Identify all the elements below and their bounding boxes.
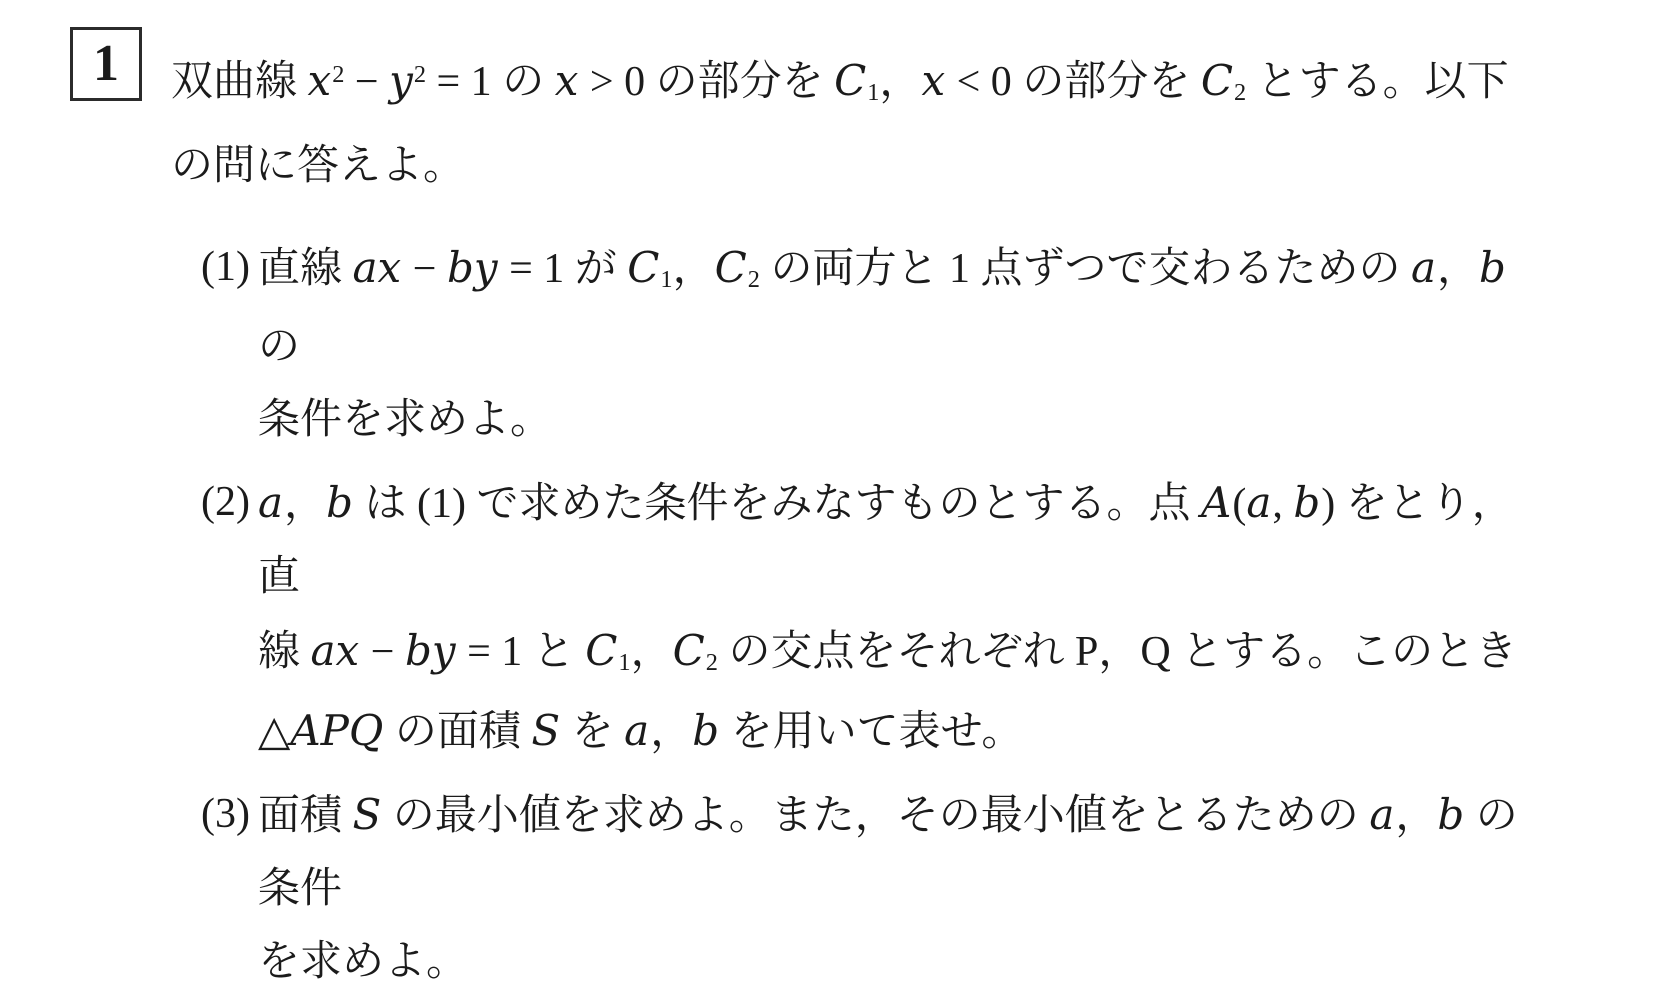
text-run: by bbox=[446, 243, 498, 292]
text-run: A bbox=[1200, 478, 1232, 527]
text-run: ， bbox=[879, 59, 922, 105]
problem-item-2 bbox=[201, 466, 1548, 769]
text-run: とする。このとき bbox=[1170, 629, 1518, 675]
item-line bbox=[258, 926, 1548, 999]
text-run: 1 bbox=[867, 79, 880, 107]
text-run: > 0 bbox=[579, 59, 646, 105]
text-run: S bbox=[352, 790, 382, 839]
text-run: x bbox=[921, 56, 946, 105]
text-run: を求めよ。 bbox=[258, 939, 469, 985]
text-run: の面積 bbox=[384, 709, 532, 755]
text-run: x bbox=[554, 56, 579, 105]
item-line bbox=[258, 231, 1548, 384]
text-run: by bbox=[404, 626, 456, 675]
text-run: − bbox=[344, 59, 390, 105]
text-run: a bbox=[1369, 790, 1395, 839]
item-line bbox=[258, 466, 1548, 614]
text-run: ， bbox=[630, 629, 673, 675]
text-run: 2 bbox=[1233, 79, 1247, 107]
text-run: P bbox=[1074, 629, 1099, 675]
text-run: の最小値を求めよ。また，その最小値をとるための bbox=[382, 793, 1370, 839]
text-run: 1 bbox=[660, 266, 673, 294]
item-marker: (1) bbox=[201, 244, 250, 290]
text-run: x bbox=[307, 56, 332, 105]
text-run: 2 bbox=[747, 266, 760, 294]
text-run: a bbox=[624, 706, 650, 755]
statement-line bbox=[171, 127, 1516, 205]
text-run: 面積 bbox=[258, 793, 353, 839]
text-run: S bbox=[531, 706, 561, 755]
text-run: 2 bbox=[705, 649, 718, 677]
text-run: ， bbox=[1098, 629, 1141, 675]
text-run: a bbox=[258, 478, 284, 527]
text-run: b bbox=[1479, 243, 1506, 292]
text-run: の交点をそれぞれ bbox=[717, 629, 1075, 675]
text-run: = 1 bbox=[498, 246, 565, 292]
text-run: 条件を求めよ。 bbox=[258, 397, 553, 443]
text-run: C bbox=[834, 56, 867, 105]
text-run: 双曲線 bbox=[171, 59, 308, 105]
text-run: が bbox=[564, 246, 628, 292]
text-run: ( bbox=[1232, 481, 1247, 527]
text-run: の部分を bbox=[1011, 59, 1201, 105]
statement-line bbox=[171, 42, 1516, 127]
item-marker: (3) bbox=[201, 791, 250, 837]
text-run: y bbox=[389, 56, 413, 105]
text-run: C bbox=[672, 626, 705, 675]
text-run: の両方と bbox=[759, 246, 949, 292]
text-run: 2 bbox=[413, 61, 426, 89]
text-run: ， bbox=[672, 246, 715, 292]
text-run: C bbox=[714, 243, 747, 292]
text-run: < 0 bbox=[946, 59, 1012, 105]
text-run: C bbox=[627, 243, 660, 292]
text-run: ax bbox=[310, 626, 360, 675]
item-line bbox=[258, 694, 1548, 769]
text-run: の部分を bbox=[645, 59, 835, 105]
text-run: = 1 bbox=[456, 629, 523, 675]
problem-items bbox=[201, 231, 1548, 1008]
text-run: の bbox=[258, 246, 1518, 370]
text-run: 1 bbox=[618, 649, 631, 677]
text-run: の bbox=[491, 59, 555, 105]
text-run: 2 bbox=[332, 61, 345, 89]
item-line bbox=[258, 614, 1548, 694]
problem-number: 1 bbox=[93, 35, 119, 92]
text-run: C bbox=[585, 626, 618, 675]
text-run: 1 bbox=[948, 246, 970, 292]
text-run: b bbox=[692, 706, 720, 755]
problem-number-box bbox=[70, 27, 142, 101]
text-run: APQ bbox=[290, 706, 384, 755]
text-run: C bbox=[1200, 56, 1233, 105]
text-run: ax bbox=[352, 243, 402, 292]
text-run: 直線 bbox=[258, 246, 353, 292]
text-run: と bbox=[522, 629, 586, 675]
item-marker: (2) bbox=[201, 479, 250, 525]
text-run: の問に答えよ。 bbox=[171, 143, 466, 189]
text-run: を用いて表せ。 bbox=[720, 709, 1024, 755]
text-run: ， bbox=[1395, 793, 1438, 839]
problem-item-1 bbox=[201, 231, 1548, 457]
text-run: ) bbox=[1321, 481, 1336, 527]
problem-statement bbox=[171, 42, 1516, 205]
text-run: , bbox=[1272, 481, 1294, 527]
text-run: = 1 bbox=[426, 59, 492, 105]
text-run: を bbox=[561, 709, 625, 755]
item-line bbox=[258, 384, 1548, 457]
item-line bbox=[258, 778, 1548, 926]
text-run: ， bbox=[1437, 246, 1480, 292]
text-run: で求めた条件をみなすものとする。点 bbox=[465, 481, 1201, 527]
text-run: とする。以下 bbox=[1246, 59, 1509, 105]
text-run: b bbox=[326, 478, 353, 527]
text-run: a bbox=[1246, 478, 1272, 527]
text-run: 線 bbox=[258, 629, 311, 675]
text-run: 点ずつで交わるための bbox=[969, 246, 1411, 292]
text-run: の条件 bbox=[258, 793, 1518, 912]
text-run: b bbox=[1437, 790, 1465, 839]
text-run: (1) bbox=[416, 481, 466, 527]
text-run: − bbox=[360, 629, 405, 675]
text-run: ， bbox=[650, 709, 693, 755]
text-run: をとり，直 bbox=[258, 481, 1514, 600]
text-run: △ bbox=[258, 709, 291, 755]
text-run: b bbox=[1293, 478, 1321, 527]
text-run: は bbox=[353, 481, 417, 527]
text-run: a bbox=[1410, 243, 1437, 292]
text-run: − bbox=[402, 246, 447, 292]
problem-item-3 bbox=[201, 778, 1548, 999]
text-run: Q bbox=[1140, 629, 1171, 675]
text-run: ， bbox=[284, 481, 327, 527]
